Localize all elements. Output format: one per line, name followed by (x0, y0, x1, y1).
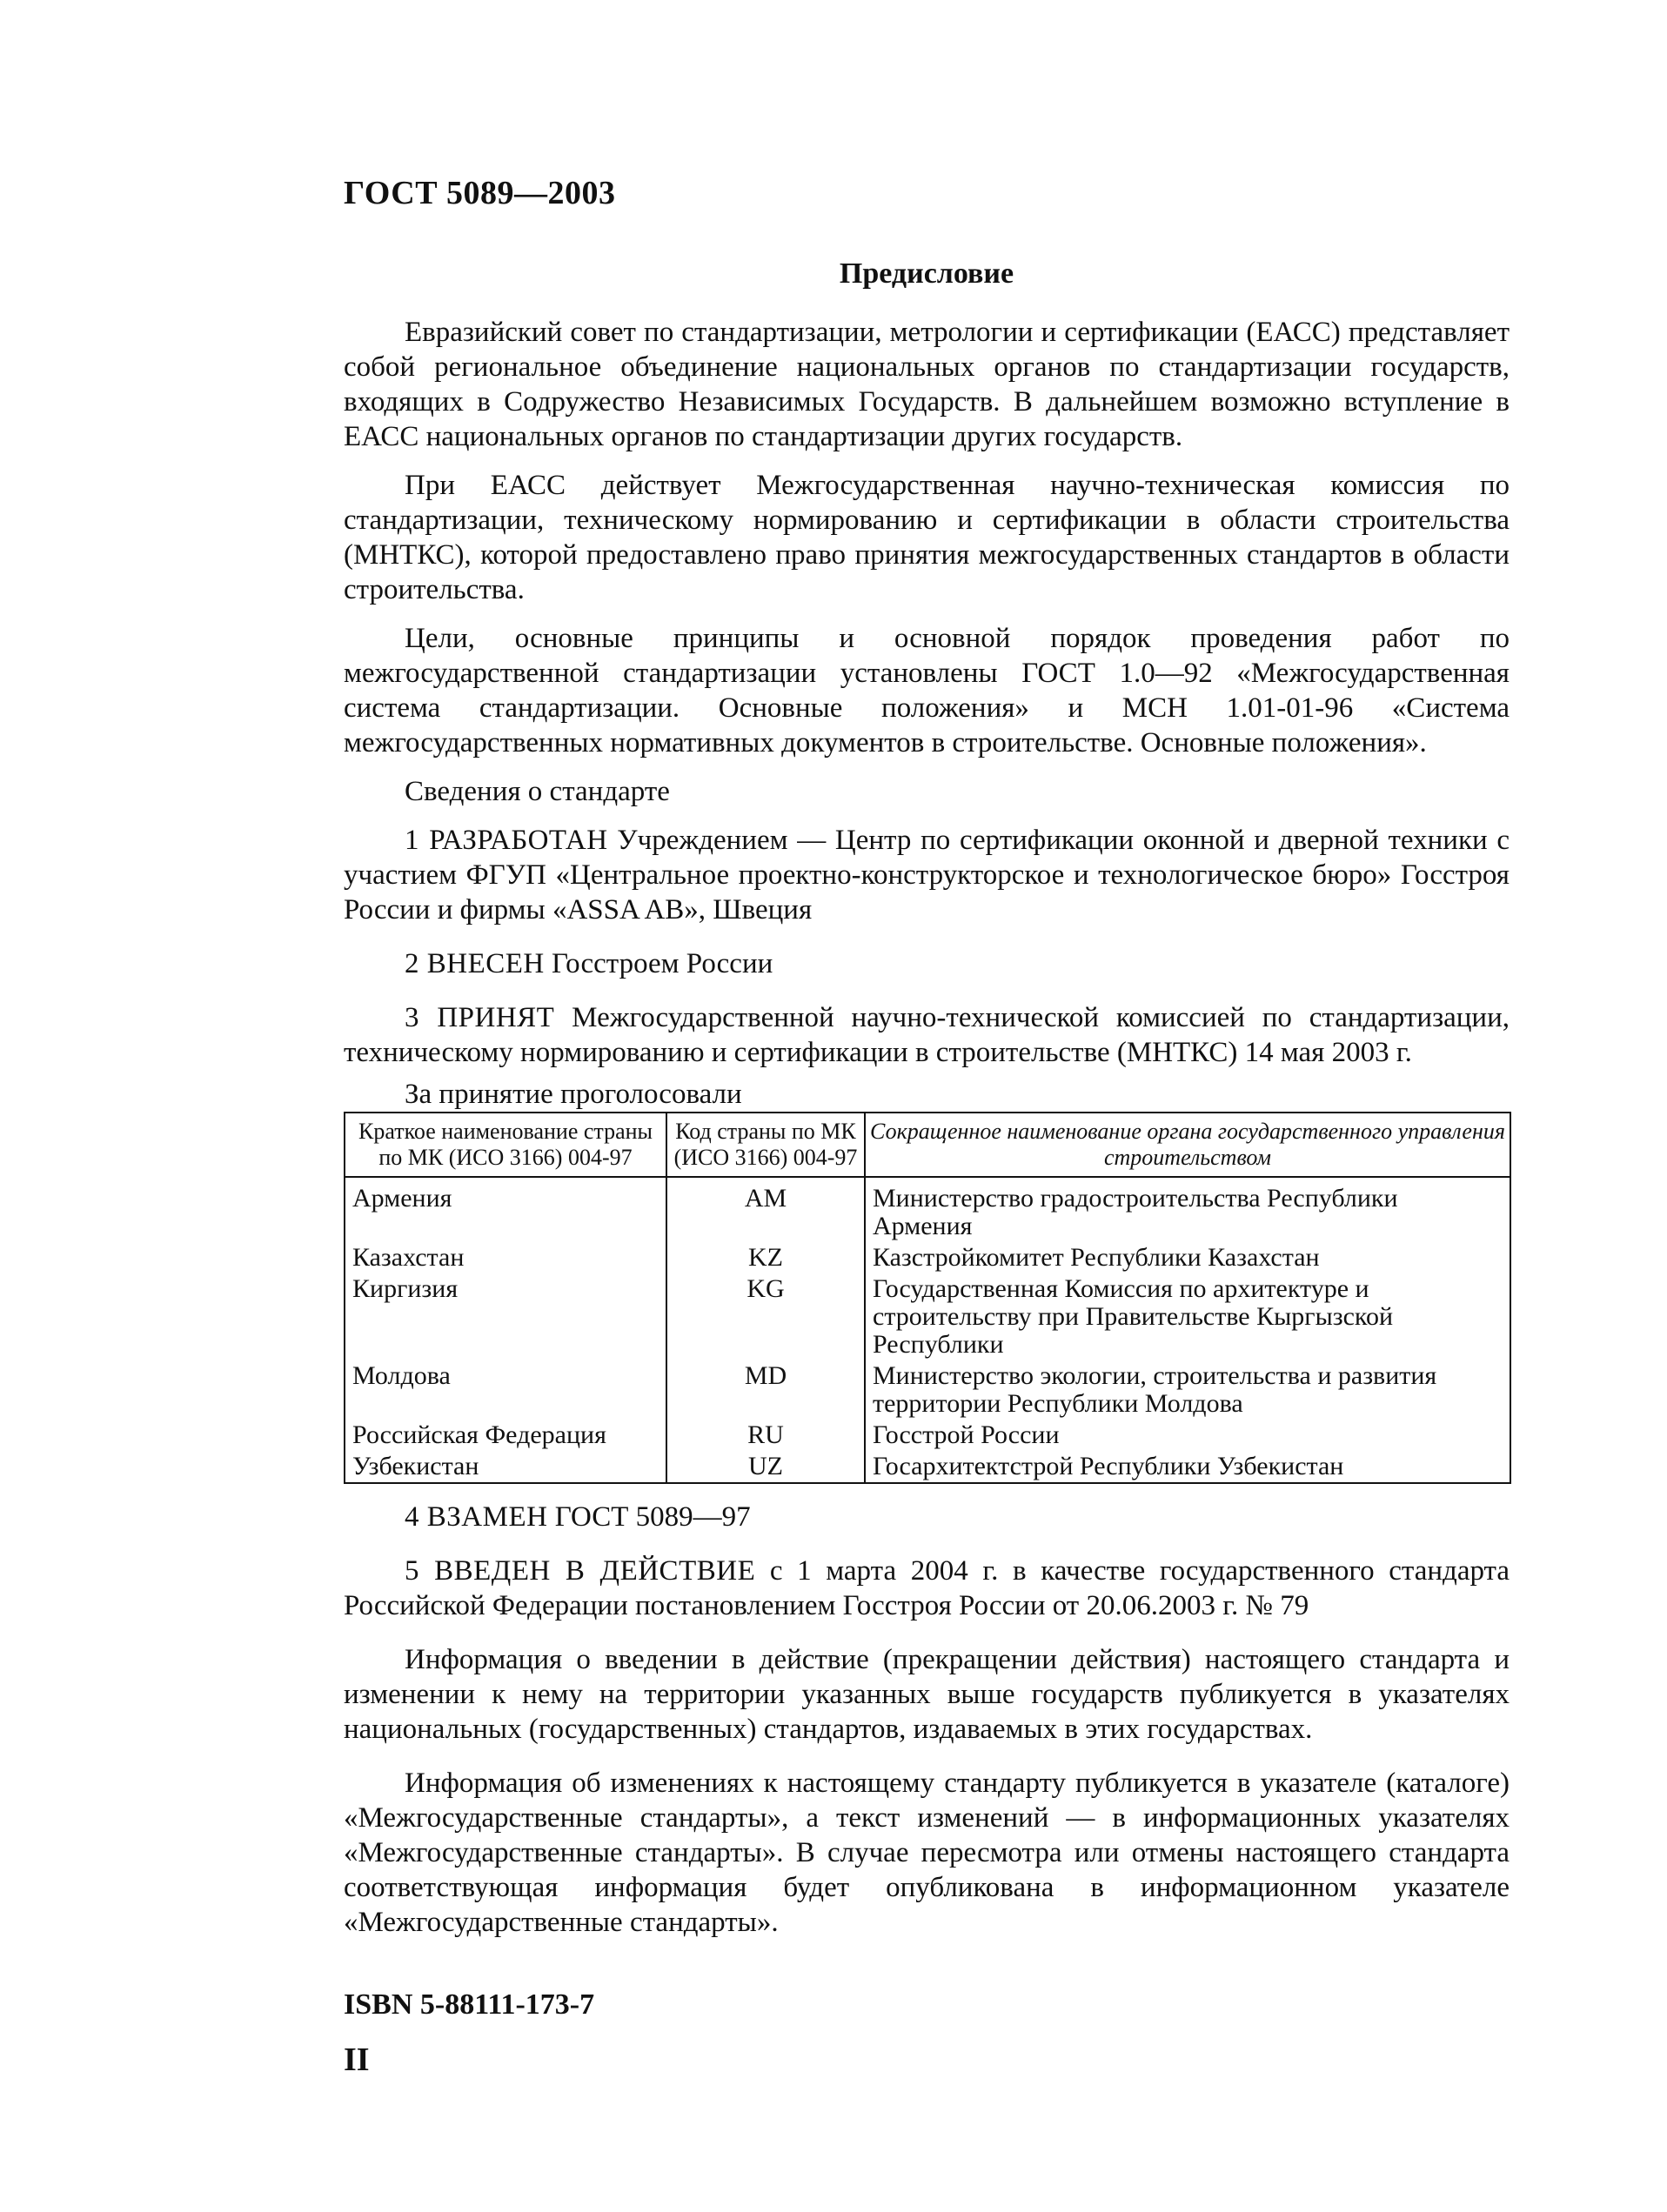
isbn: ISBN 5-88111-173-7 (344, 1988, 595, 2021)
item-introduced (344, 946, 1510, 981)
header-authority: Сокращенное наименование органа государственного управления строительством (865, 1113, 1510, 1177)
paragraph-info-introduction: Информация о введении в действие (прекращении действия) настоящего стандарта и изменении к нему на территории указанных выше государств публикуется в указателях национальных (государственных) стандартов, издаваемых в этих государствах. (344, 1644, 1510, 1745)
item-text: Госстроем России (544, 948, 773, 979)
cell-code: UZ (666, 1451, 865, 1483)
cell-country: Российская Федерация (345, 1420, 666, 1451)
table-row (345, 1451, 1510, 1483)
section-title: Предисловие (839, 257, 1014, 290)
item-text: Учреждением — Центр по сертификации оконной и дверной техники с участием ФГУП «Центральное проектно-конструкторское и технологическое бюро» Госстроя России и фирмы «ASSA AB», Швеция (344, 825, 1510, 926)
cell-code: MD (666, 1360, 865, 1420)
header-country-code: Код страны по МК (ИСО 3166) 004-97 (666, 1113, 865, 1177)
document-code: ГОСТ 5089—2003 (344, 175, 616, 211)
item-text: ГОСТ 5089—97 (547, 1501, 751, 1533)
paragraph-goals: Цели, основные принципы и основной порядок проведения работ по межгосударственной стандартизации установлены ГОСТ 1.0—92 «Межгосударственная система стандартизации. Основные положения» и МСН 1.01-01-96 «Система межгосударственных нормативных документов в строительстве. Основные положения». (344, 623, 1510, 758)
document-page (344, 174, 1510, 2079)
cell-country: Узбекистан (345, 1451, 666, 1483)
paragraph-info-changes: Информация об изменениях к настоящему стандарту публикуется в указателе (каталоге) «Межгосударственные стандарты», а текст изменений — в информационных указателях «Межгосударственные стандарты». В случае пересмотра или отмены настоящего стандарта соответствующая информация будет опубликована в информационном указателе «Межгосударственные стандарты». (344, 1768, 1510, 1938)
paragraph-standard-info: Сведения о стандарте (405, 776, 670, 807)
cell-code: RU (666, 1420, 865, 1451)
item-lead: 4 ВЗАМЕН (405, 1501, 548, 1533)
cell-country: Киргизия (345, 1273, 666, 1360)
table-row (345, 1273, 1510, 1360)
item-replaces (344, 1500, 1510, 1534)
item-adopted (344, 1000, 1510, 1070)
cell-authority: Министерство градостроительства Республики Армения (865, 1177, 1510, 1242)
table-row (345, 1360, 1510, 1420)
cell-code: KZ (666, 1242, 865, 1273)
table-header-row (345, 1113, 1510, 1177)
item-text: Межгосударственной научно-технической комиссией по стандартизации, техническому нормированию и сертификации в строительстве (МНТКС) 14 мая 2003 г. (344, 1002, 1510, 1068)
cell-authority: Государственная Комиссия по архитектуре и строительству при Правительстве Кыргызской Республики (865, 1273, 1510, 1360)
item-lead: 3 ПРИНЯТ (405, 1002, 555, 1033)
cell-code: AM (666, 1177, 865, 1242)
table-row (345, 1177, 1510, 1242)
item-lead: 5 ВВЕДЕН В ДЕЙСТВИЕ (405, 1555, 756, 1587)
cell-country: Армения (345, 1177, 666, 1242)
item-lead: 1 РАЗРАБОТАН (405, 825, 608, 856)
cell-authority: Министерство экологии, строительства и развития территории Республики Молдова (865, 1360, 1510, 1420)
voting-table (344, 1112, 1511, 1484)
cell-country: Молдова (345, 1360, 666, 1420)
table-row (345, 1420, 1510, 1451)
item-lead: 2 ВНЕСЕН (405, 948, 545, 979)
item-text: с 1 марта 2004 г. в качестве государственного стандарта Российской Федерации постановлением Госстроя России от 20.06.2003 г. № 79 (344, 1555, 1510, 1621)
table-row (345, 1242, 1510, 1273)
item-developed (344, 823, 1510, 927)
cell-country: Казахстан (345, 1242, 666, 1273)
paragraph-mntks: При ЕАСС действует Межгосударственная научно-техническая комиссия по стандартизации, техническому нормированию и сертификации в области строительства (МНТКС), которой предоставлено право принятия межгосударственных стандартов в области строительства. (344, 470, 1510, 605)
paragraph-eass: Евразийский совет по стандартизации, метрологии и сертификации (ЕАСС) представляет собой региональное объединение национальных органов по стандартизации государств, входящих в Содружество Независимых Государств. В дальнейшем возможно вступление в ЕАСС национальных органов по стандартизации других государств. (344, 317, 1510, 452)
table-caption: За принятие проголосовали (405, 1079, 742, 1110)
cell-authority: Казстройкомитет Республики Казахстан (865, 1242, 1510, 1273)
cell-code: KG (666, 1273, 865, 1360)
page-number: II (344, 2042, 370, 2078)
header-country-name: Краткое наименование страны по МК (ИСО 3166) 004-97 (345, 1113, 666, 1177)
cell-authority: Госархитектстрой Республики Узбекистан (865, 1451, 1510, 1483)
cell-authority: Госстрой России (865, 1420, 1510, 1451)
item-effective (344, 1554, 1510, 1623)
